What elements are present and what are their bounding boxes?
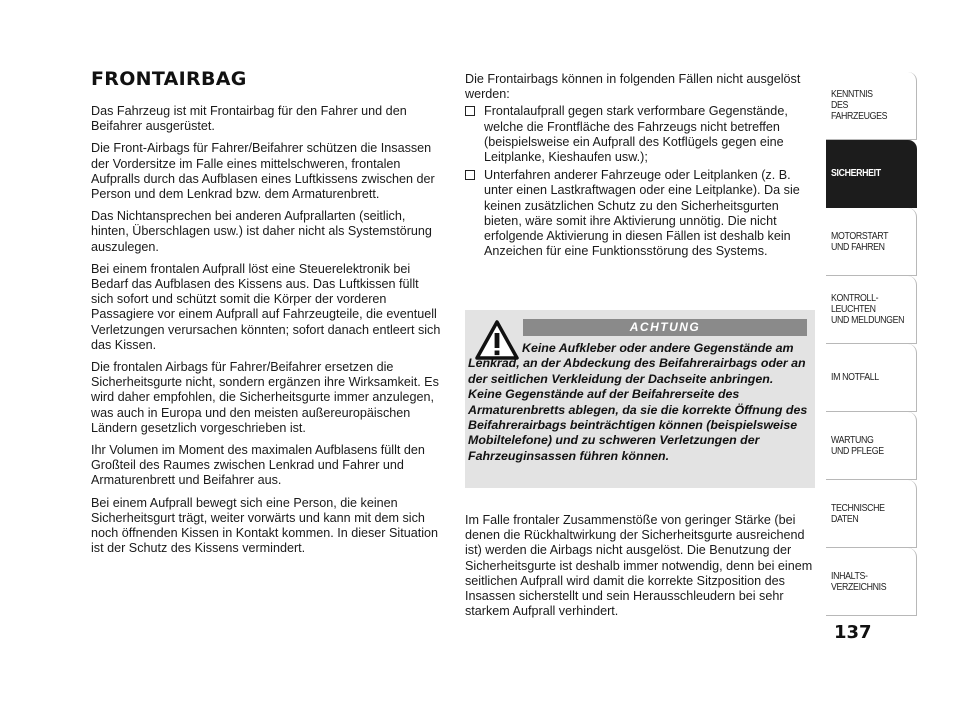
tab-kenntnis-des-fahrzeuges[interactable] — [826, 72, 917, 140]
tab-kontrollleuchten-und-meldungen[interactable] — [826, 276, 917, 344]
checkbox-bullet-icon — [465, 170, 475, 180]
tab-label: MOTORSTART UND FAHREN — [831, 230, 889, 253]
closing-paragraph: Im Falle frontaler Zusammenstöße von geringer Stärke (bei denen die Rückhaltwirkung der Sicherheitsgurte ausreichend ist) werden die Airbags nicht ausgelöst. Die Benutzung der Sicherheitsgurte ist deshalb immer notwendig, denn bei einem seitlichen Aufprall wird damit die korrekte Sitzposition des Insassen sicherstellt und sein Herausschleudern bei sehr starkem Aufprall verhindert. — [465, 513, 813, 619]
tab-motorstart-und-fahren[interactable] — [826, 208, 917, 276]
list-item — [465, 104, 815, 165]
page-number: 137 — [834, 622, 872, 643]
paragraph: Ihr Volumen im Moment des maximalen Aufblasens füllt den Großteil des Raumes zwischen Lenkrad und Fahrer und Armaturenbrett und Beifahrer aus. — [91, 443, 425, 488]
paragraph: Bei einem frontalen Aufprall löst eine Steuerelektronik bei Bedarf das Aufblasen des Kissens aus. Das Luftkissen füllt sich sofort und schützt somit die Körper der vorderen Passagiere vor einem Aufprall auf Fahrzeugteile, die eventuell Verletzungen verursachen könnten; sofort danach entleert sich das Kissen. — [91, 261, 441, 352]
list-item-text: Frontalaufprall gegen stark verformbare Gegenstände, welche die Frontfläche des Fahrzeugs nicht betreffen (beispielsweise ein Aufprall des Kotflügels gegen eine Leitplanke, Kieshaufen usw.); — [484, 104, 788, 165]
tab-wartung-und-pflege[interactable] — [826, 412, 917, 480]
chapter-sidebar — [826, 72, 917, 616]
section-title: FRONTAIRBAG — [91, 68, 247, 90]
list-item-text: Unterfahren anderer Fahrzeuge oder Leitplanken (z. B. unter einen Lastkraftwagen oder eine Leitplanke). Da sie keinen zusätzlichen Schutz zu den Sicherheitsgurten bieten, wäre somit ihre Aktivierung unnötig. Die nicht erfolgende Aktivierung in diesen Fällen ist deshalb kein Anzeichen für eine Funktionsstörung des Systems. — [484, 168, 800, 259]
paragraph: Bei einem Aufprall bewegt sich eine Person, die keinen Sicherheitsgurt trägt, weiter vorwärts und kann mit dem sich noch öffnenden Kissen in Kontakt kommen. In dieser Situation ist der Schutz des Kissens vermindert. — [91, 495, 439, 556]
tab-label: WARTUNG UND PFLEGE — [831, 434, 884, 457]
warning-box — [465, 310, 815, 488]
paragraph: Die Front-Airbags für Fahrer/Beifahrer schützen die Insassen der Vordersitze im Falle eines mittelschweren, frontalen Aufpralls durch das Aufblasen eines Luftkissens zwischen der Person und dem Lenkrad bzw. dem Armaturenbrett. — [91, 141, 435, 202]
intro-text: Die Frontairbags können in folgenden Fällen nicht ausgelöst werden: — [465, 72, 801, 102]
list-item — [465, 168, 815, 259]
tab-sicherheit[interactable] — [826, 140, 917, 208]
paragraph: Das Fahrzeug ist mit Frontairbag für den Fahrer und den Beifahrer ausgerüstet. — [91, 104, 407, 134]
warning-text: Keine Aufkleber oder andere Gegenstände am Lenkrad, an der Abdeckung des Beifahrerairbags oder an der seitlichen Verkleidung der Dachseite anbringen. Keine Gegenstände auf der Beifahrerseite des Armaturenbretts ablegen, da sie die korrekte Öffnung des Beifahrerairbags beinträchtigen können (beispielsweise Mobiltelefone) und zu schweren Verletzungen der Fahrzeuginsassen führen können. — [468, 341, 808, 463]
tab-label: KONTROLL- LEUCHTEN UND MELDUNGEN — [831, 293, 905, 326]
warning-header: ACHTUNG — [523, 319, 807, 336]
checkbox-bullet-icon — [465, 106, 475, 116]
paragraph: Die frontalen Airbags für Fahrer/Beifahrer ersetzen die Sicherheitsgurte nicht, sondern ergänzen ihre Wirksamkeit. Es wird daher empfohlen, die Sicherheitsgurte immer anzulegen, was auch in Europa und den meisten außereuropäischen Ländern gesetzlich vorgeschrieben ist. — [91, 360, 439, 435]
tab-label: KENNTNIS DES FAHRZEUGES — [831, 89, 888, 122]
tab-label: IM NOTFALL — [831, 372, 879, 383]
tab-im-notfall[interactable] — [826, 344, 917, 412]
tab-label: INHALTS- VERZEICHNIS — [831, 570, 887, 593]
tab-inhaltsverzeichnis[interactable] — [826, 548, 917, 616]
left-column — [91, 68, 441, 563]
tab-label: SICHERHEIT — [831, 168, 881, 179]
right-column — [465, 72, 815, 262]
tab-technische-daten[interactable] — [826, 480, 917, 548]
paragraph: Das Nichtansprechen bei anderen Aufprallarten (seitlich, hinten, Überschlagen usw.) ist daher nicht als Systemstörung auszulegen. — [91, 209, 432, 254]
tab-label: TECHNISCHE DATEN — [831, 502, 885, 525]
